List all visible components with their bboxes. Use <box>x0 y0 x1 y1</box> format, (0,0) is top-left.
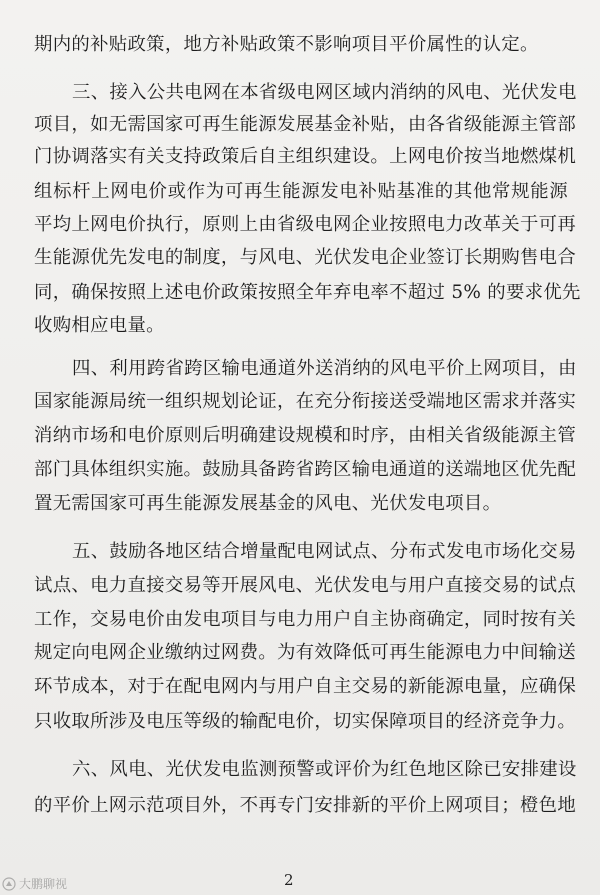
paragraph-4-heading-line: 四、利用跨省跨区输电通道外送消纳的风电平价上网项目，由 <box>72 358 577 379</box>
text-line: 期内的补贴政策，地方补贴政策不影响项目平价属性的认定。 <box>34 34 539 55</box>
watermark <box>2 875 67 892</box>
text-line: 只收取所涉及电压等级的输配电价，切实保障项目的经济竞争力。 <box>34 711 577 732</box>
text-line: 的平价上网示范项目外，不再专门安排新的平价上网项目；橙色地 <box>34 795 577 816</box>
paragraph-3-heading-line: 三、接入公共电网在本省级电网区域内消纳的风电、光伏发电 <box>72 82 577 103</box>
watermark-logo-icon <box>2 877 16 891</box>
text-line: 平均上网电价执行，原则上由省级电网企业按照电力改革关于可再 <box>34 214 577 235</box>
text-line: 环节成本，对于在配电网内与用户自主交易的新能源电量，应确保 <box>34 676 577 697</box>
text-line: 生能源优先发电的制度，与风电、光伏发电企业签订长期购售电合 <box>34 247 577 268</box>
text-line: 收购相应电量。 <box>34 315 165 336</box>
text-line: 试点、电力直接交易等开展风电、光伏发电与用户直接交易的试点 <box>34 575 577 596</box>
text-line: 门协调落实有关支持政策后自主组织建设。上网电价按当地燃煤机 <box>34 146 577 167</box>
watermark-text: 大鹏聊视 <box>19 877 68 891</box>
page-number: 2 <box>284 871 294 889</box>
text-line: 规定向电网企业缴纳过网费。为有效降低可再生能源电力中间输送 <box>34 642 577 663</box>
text-line: 消纳市场和电价原则后明确建设规模和时序，由相关省级能源主管 <box>34 425 577 446</box>
text-line: 同，确保按照上述电价政策按照全年弃电率不超过 5% 的要求优先 <box>34 282 581 303</box>
text-line: 置无需国家可再生能源发展基金的风电、光伏发电项目。 <box>34 493 502 514</box>
text-line: 国家能源局统一组织规划论证，在充分衔接送受端地区需求并落实 <box>34 391 577 412</box>
text-line: 部门具体组织实施。鼓励具备跨省跨区输电通道的送端地区优先配 <box>34 459 577 480</box>
paragraph-5-heading-line: 五、鼓励各地区结合增量配电网试点、分布式发电市场化交易 <box>72 541 577 562</box>
text-line: 项目，如无需国家可再生能源发展基金补贴，由各省级能源主管部 <box>34 114 577 135</box>
paragraph-6-heading-line: 六、风电、光伏发电监测预警或评价为红色地区除已安排建设 <box>72 759 577 780</box>
text-line: 组标杆上网电价或作为可再生能源发电补贴基准的其他常规能源 <box>34 181 568 202</box>
text-line: 工作，交易电价由发电项目与电力用户自主协商确定，同时按有关 <box>34 609 577 630</box>
